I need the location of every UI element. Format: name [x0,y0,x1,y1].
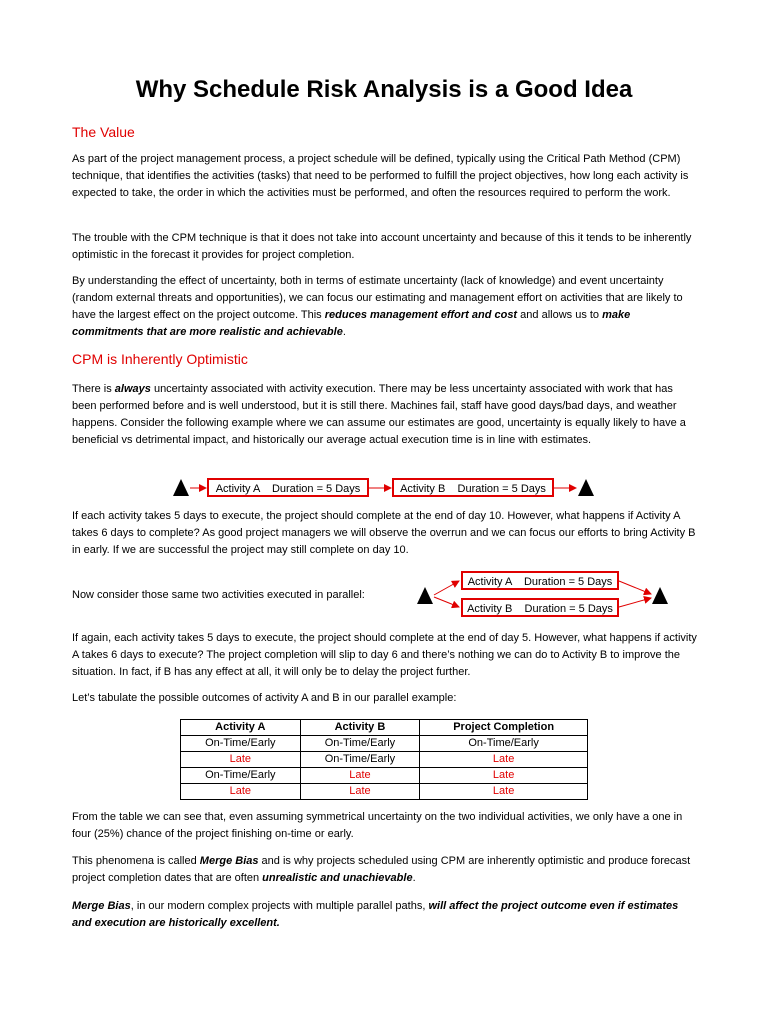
table-row [181,736,588,752]
text-run: uncertainty associated with activity execution. There may be less uncertainty associated with work that has been performed before and is well understood, but it is still there. Machines fail, staff have good days/bad days, and weather happens. Consider the following example where we can assume our estimates are good, uncertainty is equally likely to have a beneficial vs detrimental impact, and historically our average actual execution time is in line with estimates. [72,383,686,446]
table-cell: On-Time/Early [300,736,420,752]
table-cell: Late [420,768,588,784]
emphasis-text: reduces management effort and cost [324,309,518,321]
activity-a-label: Activity A Duration = 5 Days [467,576,613,588]
text-run: and allows us to [517,309,603,321]
outcomes-table [180,719,588,800]
table-cell: Late [300,768,420,784]
end-milestone-icon [652,587,668,604]
paragraph-uncertainty [72,273,700,341]
activity-a-label: Activity A Duration = 5 Days [215,483,361,495]
arrow-connector [619,581,651,594]
column-header-activity-b: Activity B [300,720,420,736]
start-milestone-icon [173,479,189,496]
paragraph-cpm-intro: As part of the project management process, a project schedule will be defined, typically using the Critical Path Method (CPM) technique, that identifies the activities (tasks) that need to be performed to fulfill the project objectives, how long each activity is expected to take, the order in which the activities must be performed, and often the resources required to perform the work. [72,153,689,199]
table-header-row [181,720,588,736]
paragraph-always-uncertainty [72,381,700,449]
table-cell: On-Time/Early [420,736,588,752]
column-header-project-completion: Project Completion [420,720,588,736]
serial-activities-diagram [168,474,600,502]
column-header-activity-a: Activity A [181,720,301,736]
paragraph-merge-bias-conclusion [72,898,700,932]
paragraph-table-conclusion: From the table we can see that, even assuming symmetrical uncertainty on the two individual activities, we only have a one in four (25%) chance of the project finishing on-time or early. [72,811,683,840]
table-cell: On-Time/Early [181,768,301,784]
emphasis-text: always [114,383,151,395]
emphasis-text: unrealistic and unachievable [262,872,413,884]
section-heading-cpm-optimistic: CPM is Inherently Optimistic [72,351,248,367]
arrow-connector [619,598,651,607]
emphasis-text: Merge Bias [199,855,259,867]
table-cell: Late [181,784,301,800]
table-cell: Late [420,752,588,768]
table-cell: On-Time/Early [300,752,420,768]
emphasis-text: make commitments that are more realistic and achievable [72,309,631,338]
paragraph-parallel-intro: Now consider those same two activities executed in parallel: [72,589,365,601]
text-run: There is [72,383,115,395]
paragraph-parallel-explanation: If again, each activity takes 5 days to execute, the project should complete at the end of day 5. However, what happens if activity A takes 6 days to execute? The project completion will slip to day 6 and there’s nothing we can do to Activity B to improve the situation. In fact, if B has any effect at all, it will only be to delay the project further. [72,632,697,678]
activity-b-label: Activity B Duration = 5 Days [400,483,546,495]
paragraph-cpm-trouble: The trouble with the CPM technique is that it does not take into account uncertainty and because of this it tends to be inherently optimistic in the forecast it provides for project completion. [72,232,692,261]
text-run: By understanding the effect of uncertainty, both in terms of estimate uncertainty (lack of knowledge) and event uncertainty (random external threats and opportunities), we can focus our estimating and management effort on activities that are likely to have the largest effect on the project outcome. This [72,275,683,321]
paragraph-serial-explanation: If each activity takes 5 days to execute, the project should complete at the end of day 10. However, what happens if Activity A takes 6 days to complete? As good project managers we will observe the overrun and we can focus our efforts to bring Activity B in early. If we are successful the project may still complete on day 10. [72,510,696,556]
table-row [181,768,588,784]
table-cell: Late [181,752,301,768]
table-cell: On-Time/Early [181,736,301,752]
parallel-activities-diagram [412,568,674,622]
text-run: . [342,326,346,338]
paragraph-tabulate-intro: Let’s tabulate the possible outcomes of activity A and B in our parallel example: [72,692,457,704]
table-cell: Late [420,784,588,800]
end-milestone-icon [578,479,594,496]
emphasis-text: Merge Bias [72,900,131,912]
table-row [181,784,588,800]
emphasis-text: will affect the project outcome even if estimates and execution are historically excellent. [72,900,679,929]
paragraph-merge-bias [72,853,700,887]
arrow-connector [434,597,459,607]
text-run: This phenomena is called [72,855,200,867]
text-run: , in our modern complex projects with multiple parallel paths, [130,900,429,912]
activity-b-label: Activity B Duration = 5 Days [467,603,613,615]
page-title: Why Schedule Risk Analysis is a Good Idea [135,76,633,103]
text-run: and is why projects scheduled using CPM are inherently optimistic and produce forecast project completion dates that are often [72,855,691,884]
start-milestone-icon [417,587,433,604]
arrow-connector [434,581,459,595]
text-run: . [412,872,416,884]
section-heading-value: The Value [72,124,135,140]
table-row [181,752,588,768]
table-cell: Late [300,784,420,800]
